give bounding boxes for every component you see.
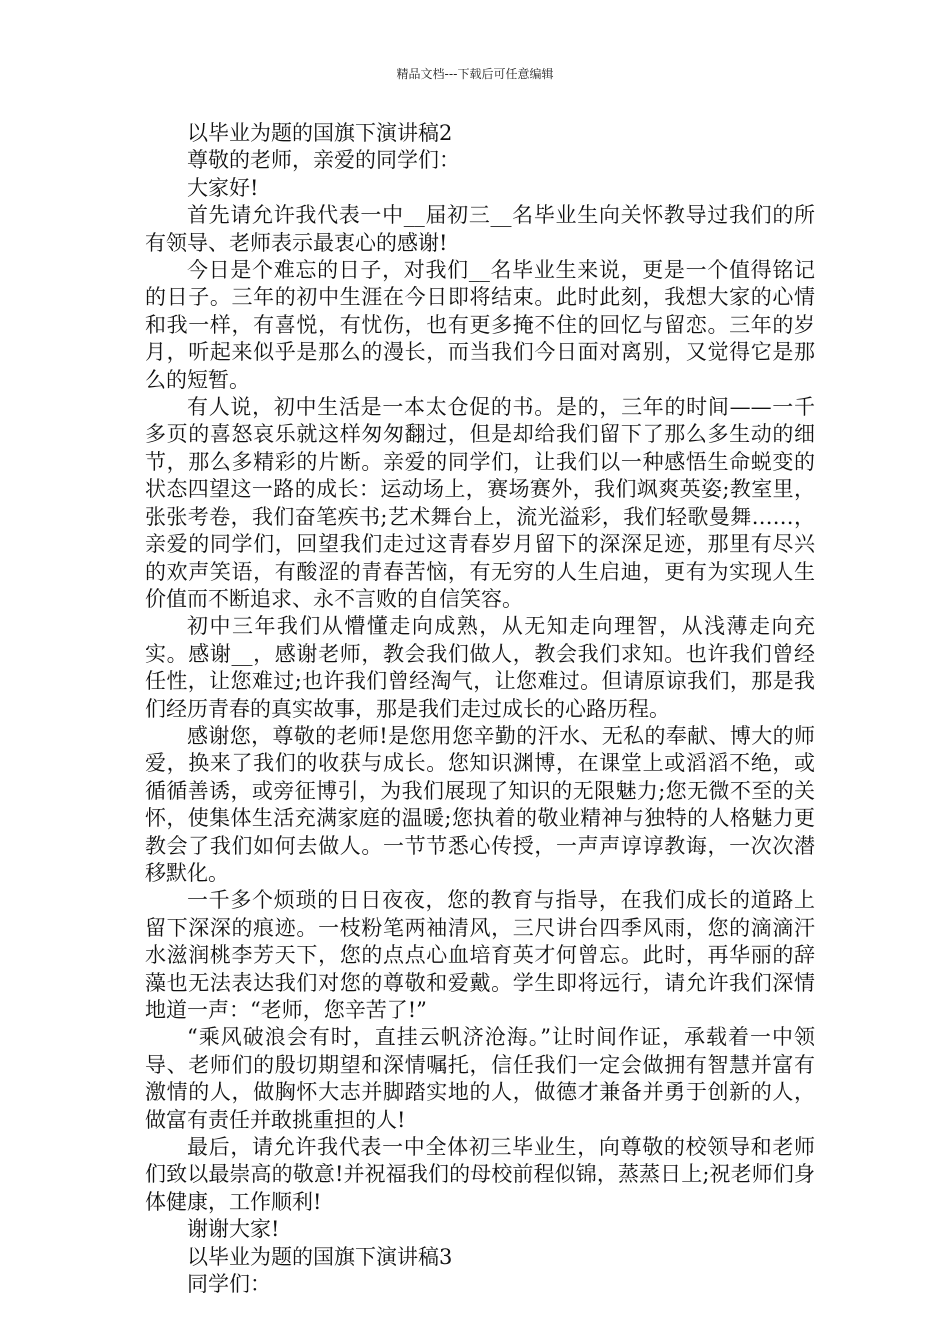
- section-title: 以毕业为题的国旗下演讲稿3: [187, 1244, 453, 1269]
- greeting: 大家好!: [187, 175, 259, 200]
- paragraph: 最后，请允许我代表一中全体初三毕业生，向尊敬的校领导和老师们致以最崇高的敬意!并祝福我们的母校前程似锦，蒸蒸日上;祝老师们身体健康，工作顺利!: [145, 1135, 815, 1214]
- page-header: 精品文档---下载后可任意编辑: [396, 67, 554, 81]
- document-body: [145, 120, 815, 1298]
- paragraph: 首先请允许我代表一中__届初三__名毕业生向关怀教导过我们的所有领导、老师表示最衷心的感谢!: [145, 203, 815, 255]
- paragraph: 感谢您，尊敬的老师!是您用您辛勤的汗水、无私的奉献、博大的师爱，换来了我们的收获与成长。您知识渊博，在课堂上或滔滔不绝，或循循善诱，或旁征博引，为我们展现了知识的无限魅力;您无微不至的关怀，使集体生活充满家庭的温暖;您执着的敬业精神与独特的人格魅力更教会了我们如何去做人。一节节悉心传授，一声声谆谆教诲，一次次潜移默化。: [145, 723, 815, 885]
- paragraph: 有人说，初中生活是一本太仓促的书。是的，三年的时间——一千多页的喜怒哀乐就这样匆匆翻过，但是却给我们留下了那么多生动的细节，那么多精彩的片断。亲爱的同学们，让我们以一种感悟生命蜕变的状态四望这一路的成长：运动场上，赛场赛外，我们飒爽英姿;教室里，张张考卷，我们奋笔疾书;艺术舞台上，流光溢彩，我们轻歌曼舞……，亲爱的同学们，回望我们走过这青春岁月留下的深深足迹，那里有尽兴的欢声笑语，有酸涩的青春苦恼，有无穷的人生启迪，更有为实现人生价值而不断追求、永不言败的自信笑容。: [145, 395, 815, 611]
- paragraph: “乘风破浪会有时，直挂云帆济沧海。”让时间作证，承载着一中领导、老师们的殷切期望和深情嘱托，信任我们一定会做拥有智慧并富有激情的人，做胸怀大志并脚踏实地的人，做德才兼备并勇于创新的人，做富有责任并敢挑重担的人!: [145, 1025, 815, 1132]
- salutation: 同学们：: [187, 1272, 271, 1297]
- paragraph: 今日是个难忘的日子，对我们__名毕业生来说，更是一个值得铭记的日子。三年的初中生涯在今日即将结束。此时此刻，我想大家的心情和我一样，有喜悦，有忧伤，也有更多掩不住的回忆与留恋。三年的岁月，听起来似乎是那么的漫长，而当我们今日面对离别，又觉得它是那么的短暂。: [145, 258, 815, 392]
- closing-thanks: 谢谢大家!: [187, 1217, 280, 1242]
- paragraph: 一千多个烦琐的日日夜夜，您的教育与指导，在我们成长的道路上留下深深的痕迹。一枝粉笔两袖清风，三尺讲台四季风雨，您的滴滴汗水滋润桃李芳天下，您的点点心血培育英才何曾忘。此时，再华丽的辞藻也无法表达我们对您的尊敬和爱戴。学生即将远行，请允许我们深情地道一声：“老师，您辛苦了!”: [145, 888, 815, 1022]
- salutation: 尊敬的老师，亲爱的同学们：: [187, 148, 460, 173]
- paragraph: 初中三年我们从懵懂走向成熟，从无知走向理智，从浅薄走向充实。感谢__，感谢老师，教会我们做人，教会我们求知。也许我们曾经任性，让您难过;也许我们曾经淘气，让您难过。但请原谅我们，那是我们经历青春的真实故事，那是我们走过成长的心路历程。: [145, 614, 815, 721]
- section-title: 以毕业为题的国旗下演讲稿2: [187, 121, 453, 145]
